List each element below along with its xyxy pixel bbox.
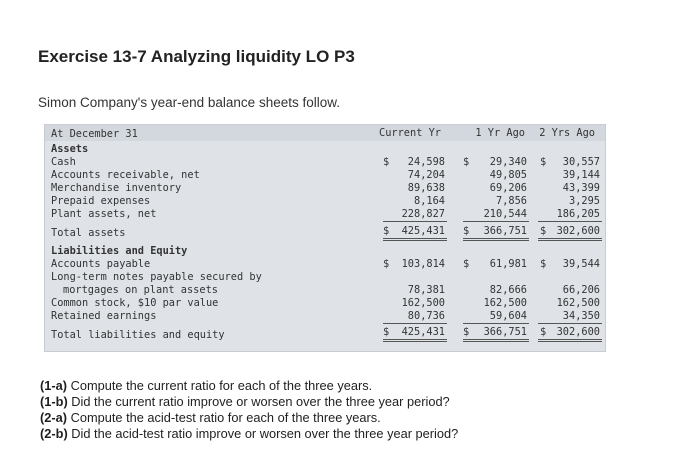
double-underline (463, 240, 529, 241)
cell-plant-2yr: 186,205 (556, 208, 600, 220)
question-tag: (1-a) (40, 378, 68, 393)
question-1a (40, 378, 458, 394)
cell-ap-2yr: 39,544 (562, 258, 600, 270)
double-underline (383, 341, 447, 342)
section-assets: Assets (51, 143, 89, 155)
cell-total-assets-2yr: 302,600 (556, 225, 600, 237)
question-tag: (1-b) (40, 394, 68, 409)
cell-retained-2yr: 34,350 (562, 310, 600, 322)
row-label-total-assets: Total assets (51, 227, 126, 239)
underline (383, 323, 447, 324)
row-label-cash: Cash (51, 156, 76, 168)
row-label-ltn-line1: Long-term notes payable secured by (51, 271, 262, 283)
row-label-plant: Plant assets, net (51, 208, 157, 220)
double-underline (538, 339, 602, 340)
dollar-sign: $ (463, 326, 470, 338)
cell-total-le-current: 425,431 (401, 326, 445, 338)
dollar-sign: $ (383, 258, 390, 270)
double-underline (538, 240, 602, 241)
underline (463, 323, 529, 324)
cell-common-1yr: 162,500 (483, 297, 527, 309)
double-underline (538, 341, 602, 342)
double-underline (383, 339, 447, 340)
double-underline (463, 238, 529, 239)
cell-total-assets-current: 425,431 (401, 225, 445, 237)
header-label: At December 31 (51, 128, 138, 140)
cell-ltn-1yr: 82,666 (489, 284, 527, 296)
cell-ar-1yr: 49,805 (489, 169, 527, 181)
dollar-sign: $ (540, 225, 547, 237)
row-label-ar: Accounts receivable, net (51, 169, 200, 181)
cell-inventory-2yr: 43,399 (562, 182, 600, 194)
row-label-total-le: Total liabilities and equity (51, 329, 225, 341)
question-2a (40, 410, 458, 426)
row-label-retained: Retained earnings (51, 310, 157, 322)
dollar-sign: $ (383, 225, 390, 237)
question-text: Did the acid-test ratio improve or worsen over the three year period? (67, 426, 459, 441)
exercise-title: Exercise 13-7 Analyzing liquidity LO P3 (38, 47, 355, 66)
row-label-ltn-line2: mortgages on plant assets (63, 284, 218, 296)
cell-ap-1yr: 61,981 (489, 258, 527, 270)
question-tag: (2-a) (40, 410, 68, 425)
underline (538, 221, 602, 222)
dollar-sign: $ (463, 225, 470, 237)
double-underline (463, 339, 529, 340)
cell-inventory-1yr: 69,206 (489, 182, 527, 194)
cell-ar-current: 74,204 (407, 169, 445, 181)
col-1-yr-ago: 1 Yr Ago (475, 127, 525, 139)
col-current-yr: Current Yr (379, 127, 441, 139)
cell-plant-1yr: 210,544 (483, 208, 527, 220)
double-underline (383, 240, 447, 241)
intro-text: Simon Company's year-end balance sheets follow. (38, 95, 340, 110)
cell-prepaid-current: 8,164 (414, 195, 445, 207)
cell-common-current: 162,500 (401, 297, 445, 309)
cell-ltn-current: 78,381 (407, 284, 445, 296)
cell-ltn-2yr: 66,206 (562, 284, 600, 296)
section-liabilities: Liabilities and Equity (51, 245, 188, 257)
dollar-sign: $ (383, 156, 390, 168)
cell-ar-2yr: 39,144 (562, 169, 600, 181)
cell-cash-2yr: 30,557 (562, 156, 600, 168)
cell-prepaid-2yr: 3,295 (569, 195, 600, 207)
question-text: Compute the acid-test ratio for each of the three years. (67, 410, 381, 425)
cell-cash-1yr: 29,340 (489, 156, 527, 168)
double-underline (538, 238, 602, 239)
col-2-yrs-ago: 2 Yrs Ago (539, 127, 595, 139)
underline (463, 221, 529, 222)
underline (538, 323, 602, 324)
cell-plant-current: 228,827 (401, 208, 445, 220)
question-tag: (2-b) (40, 426, 68, 441)
balance-sheet-table (44, 124, 606, 352)
dollar-sign: $ (540, 258, 547, 270)
cell-prepaid-1yr: 7,856 (496, 195, 527, 207)
dollar-sign: $ (540, 156, 547, 168)
row-label-prepaid: Prepaid expenses (51, 195, 151, 207)
dollar-sign: $ (463, 258, 470, 270)
dollar-sign: $ (383, 326, 390, 338)
cell-ap-current: 103,814 (401, 258, 445, 270)
row-label-inventory: Merchandise inventory (51, 182, 182, 194)
question-2b (40, 426, 458, 442)
dollar-sign: $ (463, 156, 470, 168)
cell-retained-1yr: 59,604 (489, 310, 527, 322)
question-text: Did the current ratio improve or worsen over the three year period? (67, 394, 450, 409)
cell-total-le-2yr: 302,600 (556, 326, 600, 338)
cell-common-2yr: 162,500 (556, 297, 600, 309)
row-label-ap: Accounts payable (51, 258, 151, 270)
dollar-sign: $ (540, 326, 547, 338)
underline (383, 221, 447, 222)
question-1b (40, 394, 458, 410)
double-underline (463, 341, 529, 342)
cell-cash-current: 24,598 (407, 156, 445, 168)
row-label-common: Common stock, $10 par value (51, 297, 219, 309)
double-underline (383, 238, 447, 239)
cell-retained-current: 80,736 (407, 310, 445, 322)
question-list (40, 378, 458, 442)
cell-inventory-current: 89,638 (407, 182, 445, 194)
cell-total-le-1yr: 366,751 (483, 326, 527, 338)
question-text: Compute the current ratio for each of the three years. (67, 378, 373, 393)
cell-total-assets-1yr: 366,751 (483, 225, 527, 237)
